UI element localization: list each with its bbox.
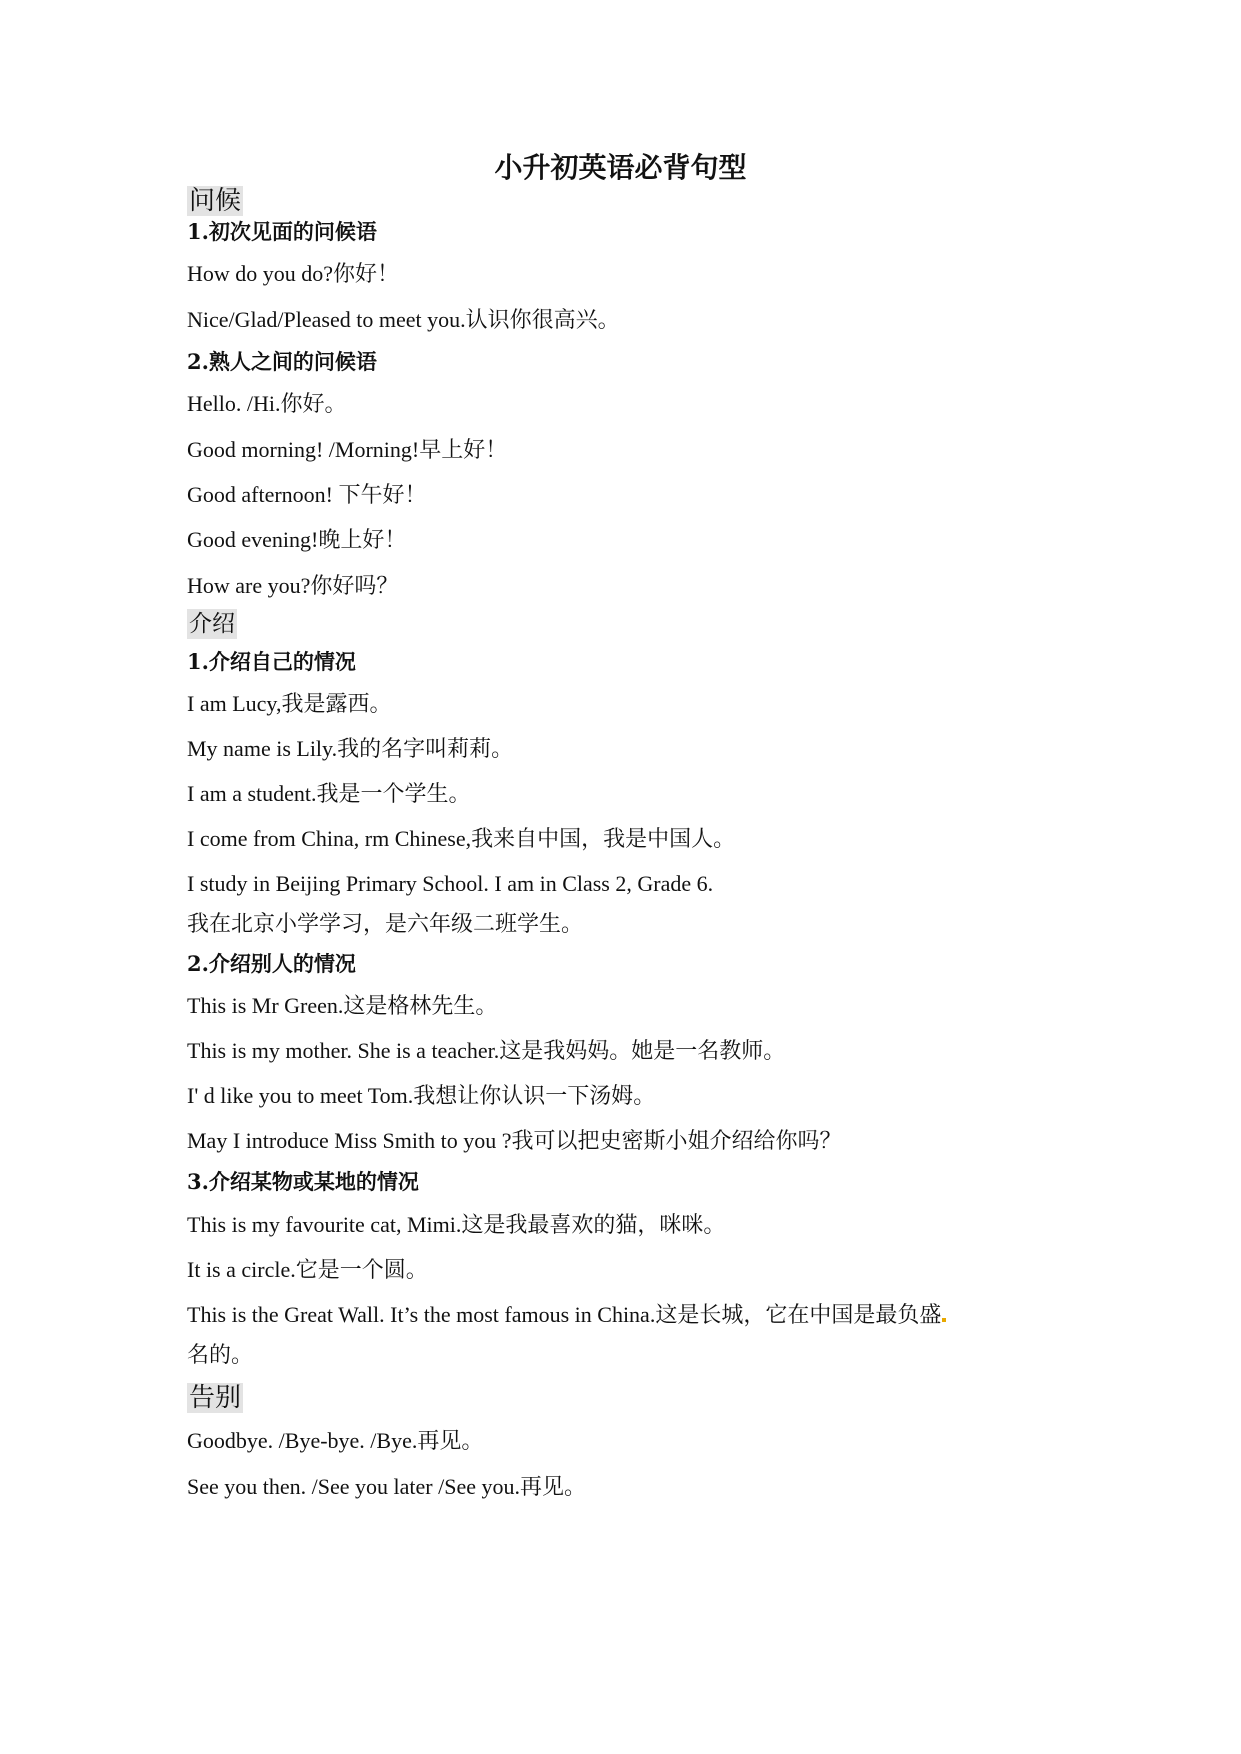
cursor-mark	[942, 1318, 946, 1322]
subsection-heading: 2.介绍别人的情况	[187, 951, 356, 976]
subsection-heading: 2.熟人之间的问候语	[187, 349, 377, 374]
sentence-line: I come from China, rm Chinese,我来自中国，我是中国人。	[187, 826, 736, 851]
sentence-line: Hello. /Hi.你好。	[187, 391, 347, 416]
sentence-line: My name is Lily.我的名字叫莉莉。	[187, 736, 514, 761]
sentence-line: See you then. /See you later /See you.再见。	[187, 1474, 586, 1499]
subsection-heading: 3.介绍某物或某地的情况	[187, 1169, 419, 1194]
sentence-text: This is the Great Wall. It’s the most famous in China.这是长城，它在中国是最负盛	[187, 1302, 942, 1327]
sentence-line: Good afternoon! 下午好！	[187, 482, 427, 507]
sentence-line: This is Mr Green.这是格林先生。	[187, 993, 498, 1018]
sentence-line: Good evening!晚上好！	[187, 527, 407, 552]
sentence-line: May I introduce Miss Smith to you ?我可以把史密斯小姐介绍给你吗？	[187, 1128, 842, 1153]
sentence-line: Good morning! /Morning!早上好！	[187, 437, 508, 462]
sentence-line-wrapped	[187, 1300, 1067, 1330]
sentence-line: I' d like you to meet Tom.我想让你认识一下汤姆。	[187, 1083, 656, 1108]
section-heading: 问候	[189, 186, 242, 216]
section-heading: 介绍	[189, 611, 235, 637]
document-title: 小升初英语必背句型	[494, 151, 747, 184]
sentence-line: Goodbye. /Bye-bye. /Bye.再见。	[187, 1428, 484, 1453]
sentence-line: This is my favourite cat, Mimi.这是我最喜欢的猫，咪咪。	[187, 1212, 726, 1237]
sentence-line: 我在北京小学学习，是六年级二班学生。	[187, 911, 584, 936]
sentence-line: Nice/Glad/Pleased to meet you.认识你很高兴。	[187, 307, 620, 332]
subsection-heading: 1.介绍自己的情况	[187, 649, 356, 674]
sentence-line: It is a circle.它是一个圆。	[187, 1257, 428, 1282]
sentence-line: 名的。	[187, 1342, 254, 1367]
section-greeting	[187, 186, 1067, 216]
sentence-line: How do you do?你好！	[187, 261, 400, 286]
section-heading: 告别	[189, 1383, 242, 1413]
section-introduction	[187, 609, 1067, 639]
sentence-line: I am a student.我是一个学生。	[187, 781, 471, 806]
subsection-heading: 1.初次见面的问候语	[187, 219, 377, 244]
document-body	[187, 186, 1067, 1502]
sentence-line: This is my mother. She is a teacher.这是我妈妈。她是一名教师。	[187, 1038, 786, 1063]
sentence-line: I am Lucy,我是露西。	[187, 691, 392, 716]
sentence-line: How are you?你好吗？	[187, 573, 399, 598]
sentence-line: I study in Beijing Primary School. I am in Class 2, Grade 6.	[187, 871, 714, 896]
section-farewell	[187, 1383, 1067, 1413]
